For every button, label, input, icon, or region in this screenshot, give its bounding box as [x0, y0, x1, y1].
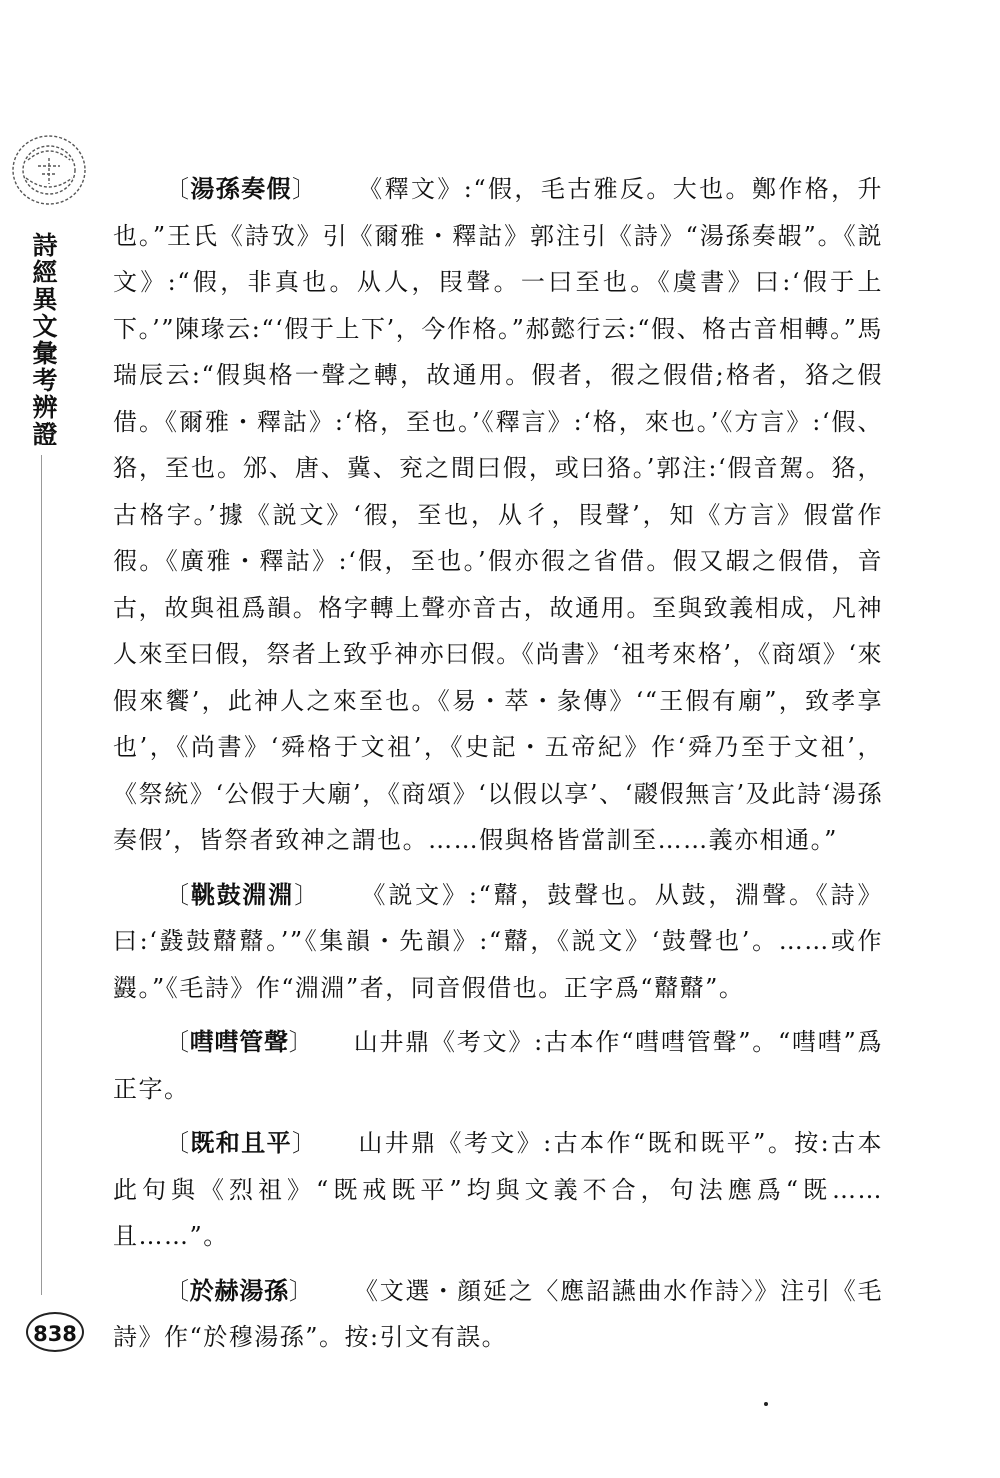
side-divider-line: [41, 455, 42, 1295]
page-number: 838: [26, 1312, 84, 1352]
entry-body: 《説文》:“鼘，鼓聲也。从鼓，淵聲。《詩》曰:‘鼗鼓鼘鼘。’”《集韻・先韻》:“鼘，《説文》‘鼓聲也’。……或作鼝。”《毛詩》作“淵淵”者，同音假借也。正字爲“鼘鼘”。: [113, 880, 884, 1002]
entry-heading: 〔嘒嘒管聲〕: [165, 1027, 314, 1056]
entry-body: 山井鼎《考文》:古本作“既和既平”。按:古本此句與《烈祖》“既戒既平”均與文義不合，句法應爲“既……且……”。: [113, 1129, 884, 1250]
entry-heading: 〔湯孫奏假〕: [165, 174, 318, 203]
entry-heading: 〔於赫湯孫〕: [165, 1275, 314, 1305]
main-text: [113, 166, 883, 1369]
entry-heading: 〔既和且平〕: [165, 1128, 318, 1157]
entry-body: 山井鼎《考文》:古本作“嘒嘒管聲”。“嘒嘒”爲正字。: [113, 1028, 884, 1103]
entry-body: 《釋文》:“假，毛古雅反。大也。鄭作格，升也。”王氏《詩攷》引《爾雅・釋詁》郭注引《詩》“湯孫奏嘏”。《説文》:“假，非真也。从人，叚聲。一曰至也。《虞書》曰:‘假于上下。’”陳瑑云:“‘假于上下’，今作格。”郝懿行云:“假、格古音相轉。”馬瑞辰云:“假與格一聲之轉，故通用。假者，徦之假借;格者，狢之假借。《爾雅・釋詁》:‘格，至也。’《釋言》:‘格，來也。’《方言》:‘假、狢，至也。邠、唐、冀、兖之間曰假，或曰狢。’郭注:‘假音駕。狢，古格字。’據《説文》‘徦，至也，从彳，叚聲’，知《方言》假當作徦。《廣雅・釋詁》:‘假，至也。’假亦徦之省借。假又嘏之假借，音古，故與祖爲韻。格字轉上聲亦音古，故通用。至與致義相成，凡神人來至曰假，祭者上致乎神亦曰假。《尚書》‘祖考來格’，《商頌》‘來假來饗’，此神人之來至也。《易・萃・彖傳》‘“王假有廟”，致孝享也’，《尚書》‘舜格于文祖’，《史記・五帝紀》作‘舜乃至于文祖’，《祭統》‘公假于大廟’，《商頌》‘以假以享’、‘鬷假無言’及此詩‘湯孫奏假’，皆祭者致神之謂也。……假與格皆當訓至……義亦相通。”: [113, 175, 883, 854]
ink-speck: [764, 1402, 768, 1406]
running-title: 詩經異文彙考辨證: [29, 232, 58, 448]
seal-stamp-icon: [8, 130, 90, 210]
entry: [113, 1019, 883, 1112]
entry: [113, 1268, 883, 1361]
entry: [113, 872, 883, 1012]
entry-body: 《文選・顔延之〈應詔讌曲水作詩〉》注引《毛詩》作“於穆湯孫”。按:引文有誤。: [113, 1276, 884, 1351]
entry: [113, 1120, 883, 1260]
entry-heading: 〔鞉鼓淵淵〕: [165, 879, 321, 909]
entry: [113, 166, 883, 864]
